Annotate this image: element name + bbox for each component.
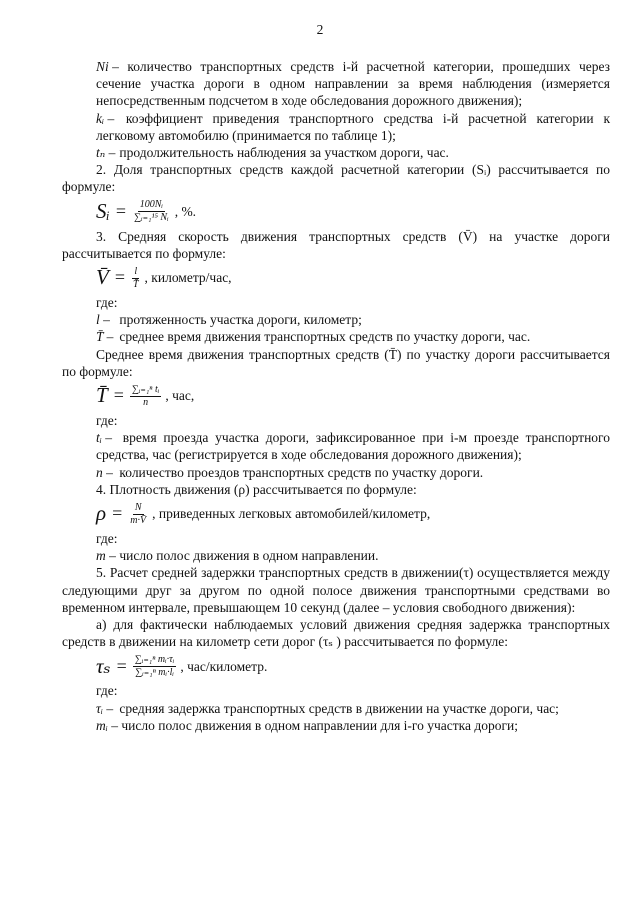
where-label: где: [96, 683, 118, 699]
formula-lhs: T̄ [96, 383, 108, 408]
definition-text: продолжительность наблюдения за участком дороги, час. [119, 145, 449, 161]
definition-symbol: T̄ – [96, 329, 114, 345]
definition-item [62, 110, 610, 144]
formula-lhs: ρ [96, 501, 107, 526]
paragraph: а) для фактически наблюдаемых условий движения средняя задержка транспортных средств в движении на километр сети дорог (τₛ ) рассчитывается по формуле: [62, 617, 610, 650]
definition-item [62, 311, 610, 328]
formula-unit: , час, [165, 388, 195, 404]
formula-numerator: ∑ᵢ₌₁ⁿ mᵢ·τᵢ [134, 653, 175, 665]
formula-denominator: ∑ᵢ₌₁ⁿ mᵢ·lᵢ [135, 666, 174, 678]
formula-numerator: l [134, 265, 138, 277]
formula [96, 499, 610, 529]
definition-symbol: τᵢ – [96, 700, 114, 716]
definition-symbol: tᵢ – [96, 430, 113, 446]
definition-item [62, 700, 610, 717]
formula-lhs: τₛ [96, 653, 111, 678]
definition-item [62, 717, 610, 734]
definition-symbol: n – [96, 464, 113, 480]
formula-fraction [130, 384, 161, 409]
formula-denominator: m·V̄ [130, 514, 147, 526]
formula-numerator: 100Nᵢ [139, 199, 163, 211]
definition-item [62, 429, 610, 463]
formula-fraction [133, 654, 177, 679]
formula [96, 381, 610, 411]
definition-text: количество транспортных средств i-й расчетной категории, прошедших через сечение участка дороги в одном направлении за время наблюдения (измеряется непосредственным подсчетом в ходе обследования дорожного движения); [96, 59, 611, 109]
formula-equals: = [115, 201, 126, 222]
formula-fraction [131, 266, 141, 291]
page-number: 2 [316, 22, 324, 37]
where-label: где: [96, 531, 118, 547]
formula-denominator: T̄ [132, 278, 139, 290]
definition-text: протяженность участка дороги, километр; [119, 312, 362, 328]
formula-lhs: Sᵢ [96, 199, 110, 224]
definition-text: коэффициент приведения транспортного средства i-й расчетной категории к легковому автомобилю (принимается по таблице 1); [96, 110, 611, 143]
definition-item [62, 58, 610, 110]
formula [96, 197, 610, 227]
formula-denominator: ∑ᵢ₌₁¹⁵ Nᵢ [133, 212, 169, 224]
formula-fraction [128, 502, 148, 527]
definition-text: число полос движения в одном направлении. [119, 548, 379, 564]
definition-symbol: m – [96, 548, 116, 564]
formula-equals: = [114, 267, 125, 288]
formula-unit: , час/километр. [180, 658, 268, 674]
definition-item [62, 547, 610, 564]
paragraph: 2. Доля транспортных средств каждой расчетной категории (Sᵢ) рассчитывается по формуле: [62, 162, 610, 195]
definition-item [62, 464, 610, 481]
formula-equals: = [113, 385, 124, 406]
paragraph: Среднее время движения транспортных средств (T̄) по участку дороги рассчитывается по формуле: [62, 346, 610, 379]
formula-equals: = [116, 655, 127, 676]
where-label: где: [96, 295, 118, 311]
definition-text: средняя задержка транспортных средств в движении на участке дороги, час; [119, 700, 559, 716]
definition-item [62, 328, 610, 345]
definition-item [62, 144, 610, 161]
definition-symbol: kᵢ – [96, 110, 115, 126]
formula-equals: = [112, 503, 123, 524]
paragraph: 4. Плотность движения (ρ) рассчитывается по формуле: [96, 481, 417, 497]
definition-text: число полос движения в одном направлении для i-го участка дороги; [121, 717, 519, 733]
definition-text: время проезда участка дороги, зафиксированное при i-м проезде транспортного средства, час (регистрируется в ходе обследования дорожного движения); [96, 430, 610, 463]
definition-symbol: Ni – [96, 59, 119, 74]
definition-text: среднее время движения транспортных средств по участку дороги, час. [119, 329, 531, 345]
paragraph: 5. Расчет средней задержки транспортных средств в движении(τ) осуществляется между следующими друг за другом по одной полосе движения транспортными средствами во временном интервале, превышающем 10 секунд (далее – условия свободного движения): [62, 565, 610, 615]
formula-unit: , %. [174, 204, 197, 220]
definition-symbol: tₙ – [96, 145, 116, 161]
where-label: где: [96, 413, 118, 429]
formula-numerator: ∑ᵢ₌₁ⁿ tᵢ [131, 383, 160, 395]
definition-symbol: l – [96, 312, 110, 328]
formula [96, 651, 610, 681]
formula-fraction [132, 199, 171, 224]
formula [96, 263, 610, 293]
formula-unit: , приведенных легковых автомобилей/километр, [152, 506, 431, 522]
formula-denominator: n [143, 396, 149, 408]
formula-unit: , километр/час, [144, 270, 232, 286]
definition-text: количество проездов транспортных средств по участку дороги. [119, 464, 484, 480]
document-body [62, 58, 610, 734]
formula-numerator: N [134, 501, 142, 513]
formula-lhs: V̄ [96, 265, 109, 290]
definition-symbol: mᵢ – [96, 717, 119, 733]
paragraph: 3. Средняя скорость движения транспортных средств (V̄) на участке дороги рассчитывается по формуле: [62, 228, 610, 261]
